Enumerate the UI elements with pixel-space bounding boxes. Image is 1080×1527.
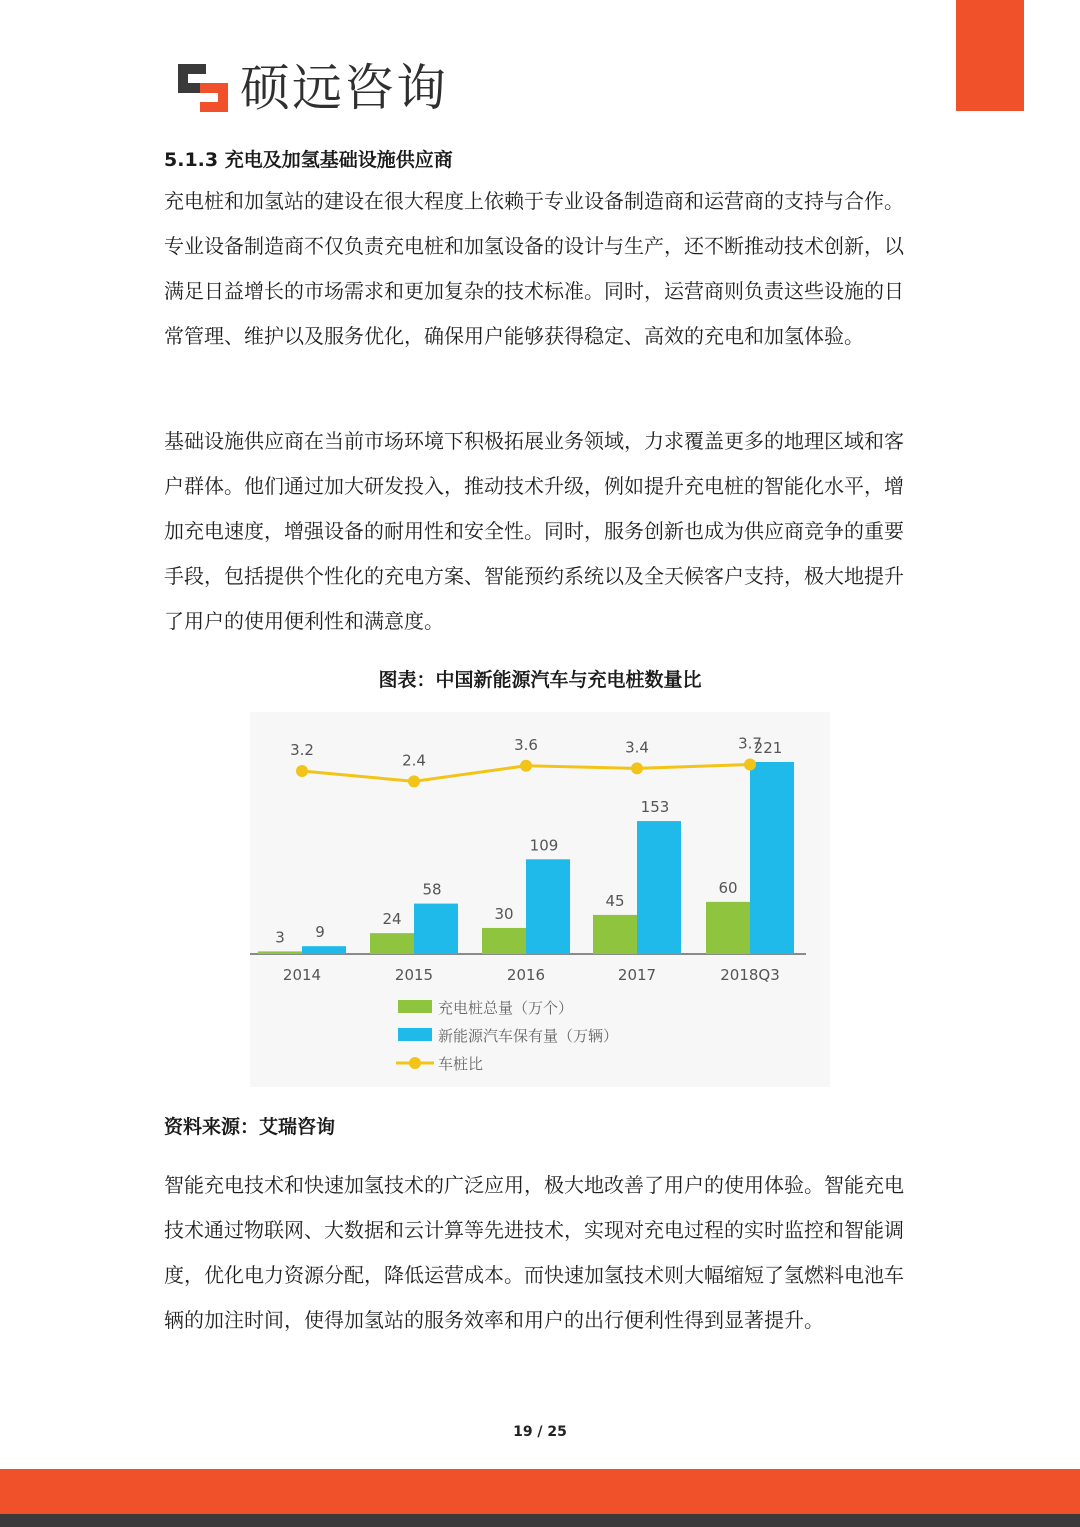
x-tick-label: 2015: [394, 966, 434, 984]
paragraph-suppliers: 基础设施供应商在当前市场环境下积极拓展业务领域，力求覆盖更多的地理区域和客户群体。他们通过加大研发投入，推动技术升级，例如提升充电桩的智能化水平，增加充电速度，增强设备的耐用性和安全性。同时，服务创新也成为供应商竞争的重要手段，包括提供个性化的充电方案、智能预约系统以及全天候客户支持，极大地提升了用户的使用便利性和满意度。: [164, 429, 904, 633]
ev-bar: [637, 821, 681, 954]
charger-bar: [482, 928, 526, 954]
brand-logo: [176, 58, 448, 118]
ev-bar-label: 109: [529, 836, 559, 855]
legend-label: 充电桩总量（万个）: [438, 999, 574, 1017]
charger-bar: [706, 902, 750, 954]
charger-bar-label: 24: [382, 910, 402, 929]
legend-swatch-ev: [398, 1028, 432, 1041]
top-accent-bar: [956, 0, 1024, 111]
ratio-label: 3.6: [514, 735, 538, 754]
chart-container: [250, 712, 830, 1087]
x-tick-label: 2016: [506, 966, 546, 984]
charger-bar-label: 60: [718, 878, 738, 897]
ratio-point: [408, 775, 420, 787]
ratio-point: [296, 765, 308, 777]
page-number: 19 / 25: [513, 1424, 567, 1440]
ratio-label: 3.2: [290, 741, 314, 759]
footer-accent-bar: [0, 1469, 1080, 1514]
footer-dark-strip: [0, 1514, 1080, 1527]
brand-name: 硕远咨询: [240, 59, 448, 117]
charger-bar-label: 3: [275, 928, 285, 947]
section-title: 5.1.3 充电及加氢基础设施供应商: [164, 149, 453, 171]
bar-line-chart: [250, 712, 830, 1087]
legend-swatch-ratio-point: [409, 1057, 421, 1069]
x-tick-label: 2018Q3: [720, 966, 780, 984]
charger-bar: [258, 951, 302, 954]
paragraph-technology: 智能充电技术和快速加氢技术的广泛应用，极大地改善了用户的使用体验。智能充电技术通过物联网、大数据和云计算等先进技术，实现对充电过程的实时监控和智能调度，优化电力资源分配，降低运营成本。而快速加氢技术则大幅缩短了氢燃料电池车辆的加注时间，使得加氢站的服务效率和用户的出行便利性得到显著提升。: [164, 1173, 904, 1332]
ev-bar: [302, 946, 346, 954]
ratio-point: [744, 759, 756, 771]
chart-title: 图表：中国新能源汽车与充电桩数量比: [378, 669, 702, 691]
ev-bar-label: 58: [422, 880, 442, 899]
brand-logo-icon: [176, 62, 230, 114]
ev-bar-label: 153: [640, 798, 670, 817]
legend-label: 车桩比: [438, 1055, 484, 1073]
charger-bar: [593, 915, 637, 954]
source-note: 资料来源：艾瑞咨询: [164, 1116, 336, 1138]
x-tick-label: 2014: [282, 966, 322, 984]
legend-label: 新能源汽车保有量（万辆）: [438, 1027, 619, 1045]
ev-bar-label: 9: [315, 923, 325, 942]
x-tick-label: 2017: [617, 966, 657, 984]
ratio-point: [520, 760, 532, 772]
legend-swatch-charger: [398, 1000, 432, 1013]
charger-bar-label: 30: [494, 904, 514, 923]
charger-bar: [370, 933, 414, 954]
ratio-label: 3.4: [625, 738, 649, 757]
paragraph-intro: 充电桩和加氢站的建设在很大程度上依赖于专业设备制造商和运营商的支持与合作。专业设备制造商不仅负责充电桩和加氢设备的设计与生产，还不断推动技术创新，以满足日益增长的市场需求和更加复杂的技术标准。同时，运营商则负责这些设施的日常管理、维护以及服务优化，确保用户能够获得稳定、高效的充电和加氢体验。: [164, 189, 904, 348]
ev-bar: [414, 904, 458, 954]
ratio-label: 2.4: [402, 751, 426, 770]
ev-bar: [750, 762, 794, 954]
ev-bar-label: 221: [753, 739, 783, 757]
ev-bar: [526, 859, 570, 954]
charger-bar-label: 45: [605, 891, 625, 910]
ratio-point: [631, 762, 643, 774]
ratio-label: 3.7: [738, 734, 762, 753]
